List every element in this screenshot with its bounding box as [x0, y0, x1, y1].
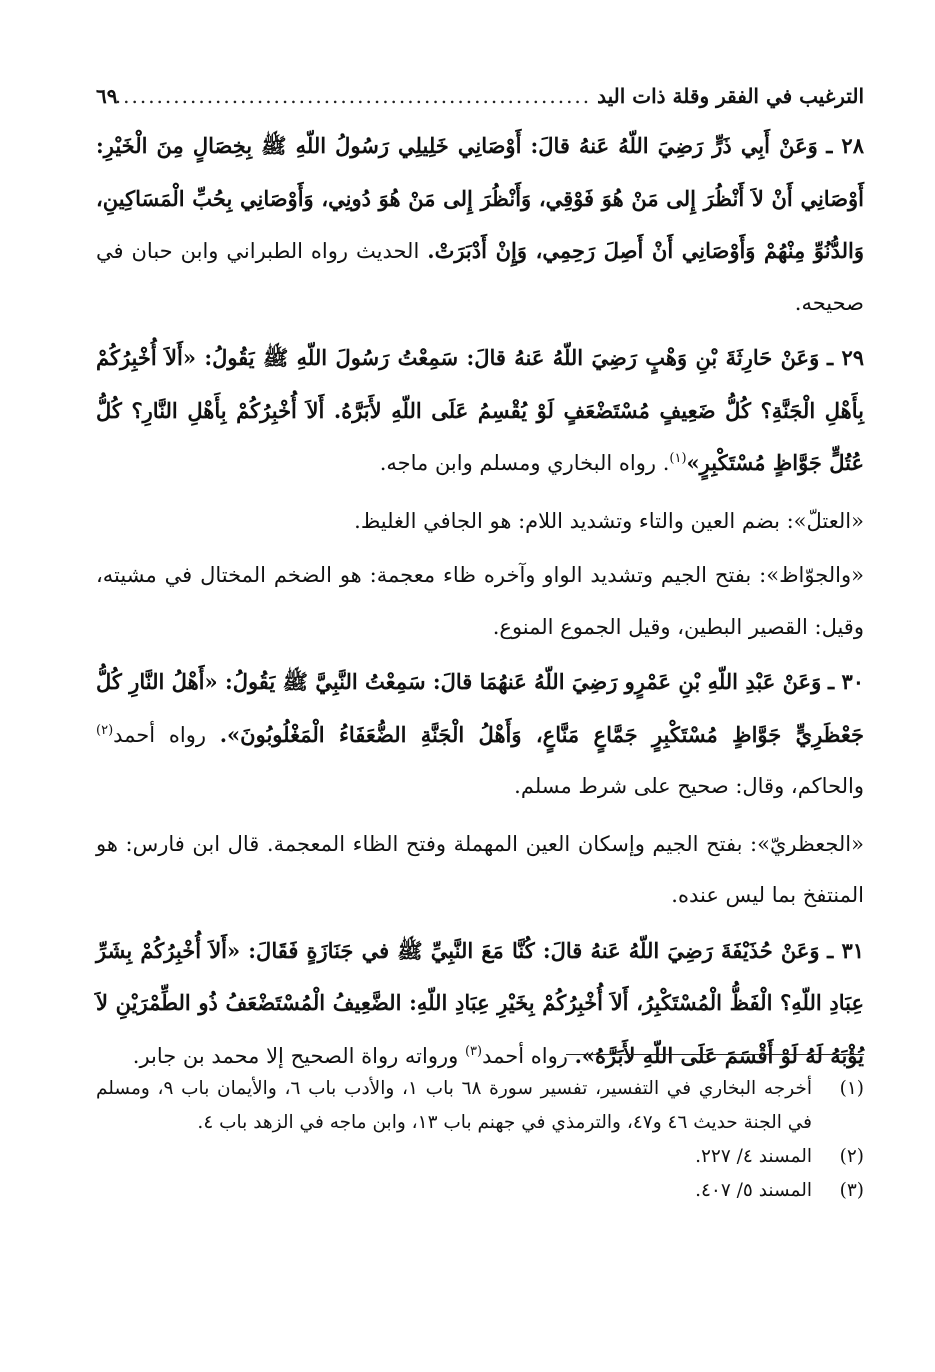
- hadith-source-rest: ورواته رواة الصحيح إلا محمد بن جابر.: [132, 1043, 465, 1068]
- hadith-number: ٣١ ـ: [827, 937, 864, 963]
- gloss-jazari: «الجعظريّ»: بفتح الجيم وإسكان العين المهملة وفتح الظاء المعجمة. قال ابن فارس: هو المنتفخ بما ليس عنده.: [96, 831, 864, 907]
- footnote-marker[interactable]: (٢): [96, 722, 114, 738]
- hadith-number: ٢٨ ـ: [826, 133, 864, 158]
- gloss-utul: «العتلّ»: بضم العين والتاء وتشديد اللام: هو الجافي الغليظ.: [354, 508, 864, 533]
- hadith-text: وَعَنْ أَبِي ذَرٍّ رَضِيَ اللّهُ عَنهُ قالَ: أَوْصَانِي خَلِيلِي رَسُولُ اللّهِ ﷺ بِخِصَالٍ مِنَ الْخَيْرِ: أَوْصَانِي أَنْ لاَ أَنْظُرَ إِلى مَنْ هُوَ فَوْقِي، وَأَنْظُرَ إِلى مَنْ هُوَ دُونِي، وَأَوْصَانِي بِحُبِّ الْمَسَاكِينِ، وَالدُّنُوِّ مِنْهُمْ وَأَوْصَانِي أَنْ أَصِلَ رَحِمِي، وَإِنْ أَدْبَرَتْ.: [96, 133, 864, 263]
- hadith-text: وَعَنْ عَبْدِ اللّهِ بْنِ عَمْرٍو رَضِيَ اللّهُ عَنهُمَا قالَ: سَمِعْتُ النَّبِيَّ ﷺ يَقُولُ: «أَهْلُ النَّارِ كُلُّ جَعْظَرِيٍّ جَوَّاظٍ مُسْتَكْبِرٍ جَمَّاعٍ مَنَّاعٍ، وَأَهْلُ الْجَنَّةِ الضُّعَفَاءُ الْمَغْلُوبُونَ».: [96, 669, 864, 747]
- hadith-number: ٣٠ ـ: [827, 669, 864, 694]
- running-header: [96, 84, 864, 120]
- footnote-text: المسند ٥/ ٤٠٧.: [695, 1180, 812, 1201]
- page-number: ٦٩: [96, 84, 118, 108]
- gloss-jawwaz: «والجوّاظ»: بفتح الجيم وتشديد الواو وآخره ظاء معجمة: هو الضخم المختال في مشيته، وقيل: القصير البطين، وقيل الجموع المنوع.: [96, 563, 864, 639]
- footnote-text: المسند ٤/ ٢٢٧.: [695, 1146, 812, 1167]
- footnote-item: [96, 1174, 864, 1208]
- footnote-separator: [566, 1054, 864, 1055]
- hadith-31: [96, 925, 864, 1083]
- footnote-number: (١): [839, 1078, 864, 1099]
- footnote-marker[interactable]: (٣): [464, 1043, 483, 1059]
- footnote-item: [96, 1140, 864, 1174]
- hadith-28: [96, 120, 864, 329]
- hadith-source: . رواه البخاري ومسلم وابن ماجه.: [379, 451, 670, 475]
- hadith-text: وَعَنْ حُذَيْفَةَ رَضِيَ اللّهُ عَنهُ قالَ: كُنَّا مَعَ النَّبِيِّ ﷺ في جَنَازَةٍ فَقَالَ: «أَلاَ أُخْبِرُكُمْ بِشَرِّ عِبَادِ اللّهِ؟ الْفَظُّ الْمُسْتَكْبِرُ، أَلاَ أُخْبِرُكُمْ بِخَيْرِ عِبَادِ اللّهِ: الضَّعِيفُ الْمُسْتَضْعَفُ ذُو الطِّمْرَيْنِ لاَ يُؤْبَهُ لَهُ لَوْ أَقْسَمَ عَلَى اللّهِ لأَبَرَّهُ».: [96, 937, 864, 1068]
- hadith-source-rest: والحاكم، وقال: صحيح على شرط مسلم.: [514, 774, 864, 798]
- footnote-text: أخرجه البخاري في التفسير، تفسير سورة ٦٨ باب ١، والأدب باب ٦، والأيمان باب ٩، ومسلم في الجنة حديث ٤٦ و٤٧، والترمذي في جهنم باب ١٣، وابن ماجه في الزهد باب ٤.: [96, 1078, 812, 1133]
- hadith-source: رواه أحمد: [482, 1043, 575, 1068]
- hadith-source: رواه أحمد: [113, 722, 206, 747]
- leader-dots: [117, 84, 597, 108]
- hadith-source: الحديث رواه الطبراني وابن حبان في صحيحه.: [96, 239, 864, 315]
- book-page: [96, 84, 864, 1201]
- hadith-29: [96, 332, 864, 490]
- footnotes: [96, 1072, 864, 1208]
- hadith-text: وَعَنْ حَارِثَةَ بْنِ وَهْبٍ رَضِيَ اللّهُ عَنهُ قالَ: سَمِعْتُ رَسُولَ اللّهِ ﷺ يَقُولُ: «أَلاَ أُخْبِرُكُمْ بِأَهْلِ الْجَنَّةِ؟ كُلُّ ضَعِيفٍ مُسْتَضْعَفٍ لَوْ يُقْسِمُ عَلَى اللّهِ لأَبَرَّهُ. أَلاَ أُخْبِرُكُمْ بِأَهْلِ النَّارِ؟ كُلُّ عُتُلٍّ جَوَّاظٍ مُسْتَكْبِرٍ»: [96, 345, 864, 475]
- footnote-number: (٢): [839, 1146, 864, 1167]
- footnote-item: [96, 1072, 864, 1140]
- footnote-marker[interactable]: (١): [669, 451, 687, 466]
- footnote-number: (٣): [839, 1180, 864, 1201]
- hadith-30: [96, 656, 864, 813]
- hadith-number: ٢٩ ـ: [826, 345, 864, 370]
- chapter-title: الترغيب في الفقر وقلة ذات اليد: [597, 84, 864, 108]
